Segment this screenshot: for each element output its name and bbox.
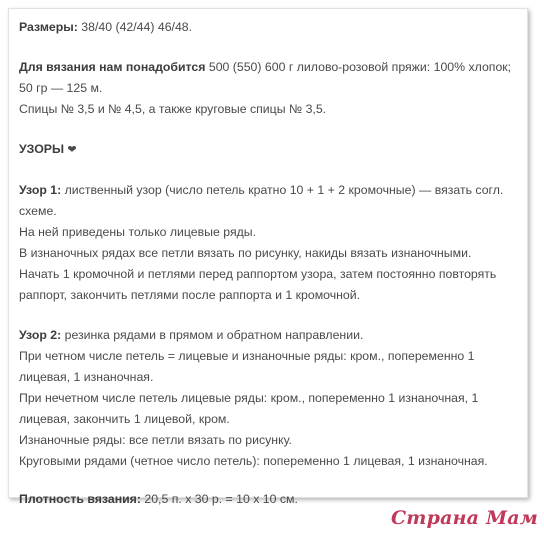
materials-line-3: Спицы № 3,5 и № 4,5, а также круговые спицы № 3,5.	[19, 102, 327, 116]
pattern1-paragraph	[19, 180, 517, 306]
pattern2-line-2: При четном числе петель = лицевые и изнаночные ряды: кром., попеременно 1	[19, 349, 475, 363]
heart-icon: ❤	[67, 144, 77, 156]
sizes-label: Размеры:	[19, 20, 78, 34]
pattern2-line-7: Круговыми рядами (четное число петель): попеременно 1 лицевая, 1 изнаночная.	[19, 454, 488, 468]
pattern2-line-5: лицевая, закончить 1 лицевой, кром.	[19, 412, 230, 426]
pattern2-line-4: При нечетном числе петель лицевые ряды: кром., попеременно 1 изнаночная, 1	[19, 391, 479, 405]
patterns-heading-label: УЗОРЫ	[19, 142, 64, 156]
pattern2-paragraph	[19, 325, 517, 472]
pattern1-text: лиственный узор (число петель кратно 10 + 1 + 2 кромочные) — вязать согл.	[61, 183, 504, 197]
density-text: 20,5 п. х 30 р. = 10 х 10 см.	[140, 492, 298, 506]
pattern1-line-4: В изнаночных рядах все петли вязать по рисунку, накиды вязать изнаночными.	[19, 246, 472, 260]
pattern2-line-3: лицевая, 1 изнаночная.	[19, 370, 154, 384]
pattern2-line-1	[19, 325, 517, 346]
pattern1-line-2: схеме.	[19, 204, 57, 218]
pattern1-line-3: На ней приведены только лицевые ряды.	[19, 225, 257, 239]
pattern2-line-6: Изнаночные ряды: все петли вязать по рисунку.	[19, 433, 292, 447]
sizes-line	[19, 17, 517, 38]
sizes-text: 38/40 (42/44) 46/48.	[77, 20, 193, 34]
density-label: Плотность вязания:	[19, 492, 141, 506]
article-card	[8, 8, 528, 506]
materials-label: Для вязания нам понадобится	[19, 60, 206, 74]
sizes-paragraph	[19, 17, 517, 38]
materials-text: 500 (550) 600 г лилово-розовой пряжи: 100% хлопок;	[205, 60, 512, 74]
pattern1-line-6: раппорт, закончить петлями после раппорта и 1 кромочной.	[19, 288, 361, 302]
pattern1-line-1	[19, 180, 517, 201]
pattern2-label: Узор 2:	[19, 328, 62, 342]
patterns-heading	[19, 139, 517, 161]
pattern2-text: резинка рядами в прямом и обратном направлении.	[61, 328, 364, 342]
materials-line-1	[19, 57, 517, 78]
materials-line-2: 50 гр — 125 м.	[19, 81, 103, 95]
materials-paragraph	[19, 57, 517, 120]
site-watermark: Страна Мам	[390, 507, 538, 529]
pattern1-label: Узор 1:	[19, 183, 62, 197]
pattern1-line-5: Начать 1 кромочной и петлями перед раппортом узора, затем постоянно повторять	[19, 267, 497, 281]
